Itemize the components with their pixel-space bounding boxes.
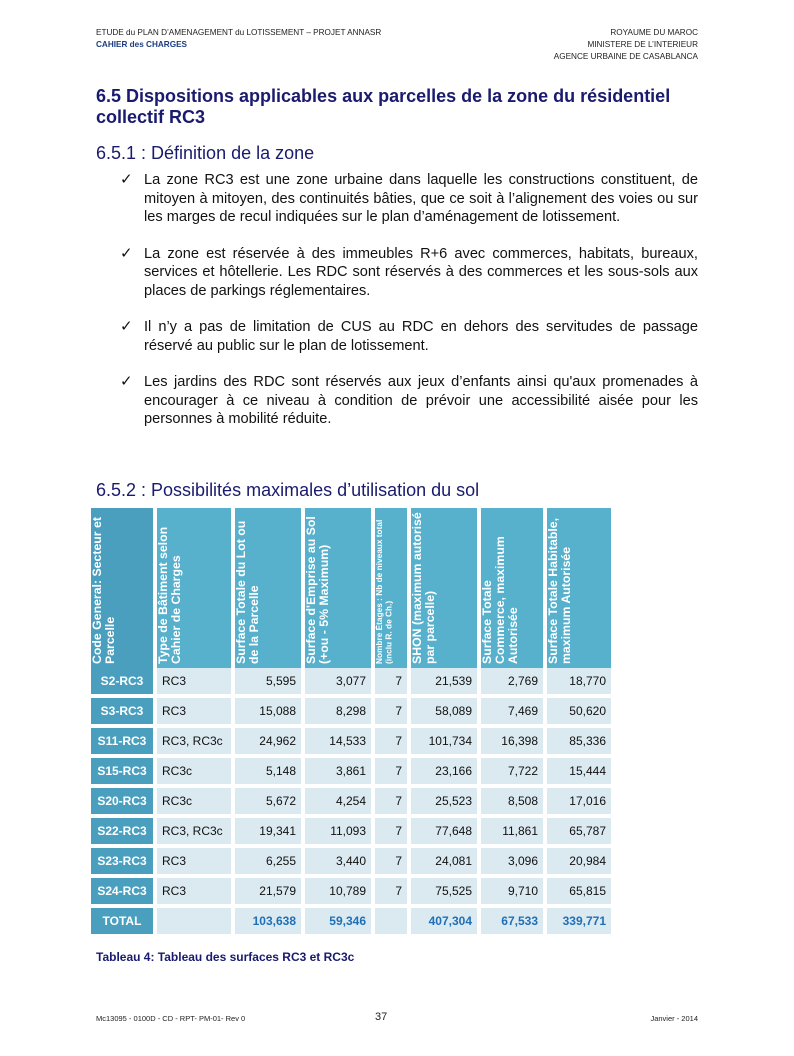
column-header-code: Code General: Secteur et Parcelle bbox=[91, 508, 157, 668]
cell-total-lot: 103,638 bbox=[235, 908, 305, 938]
cell-habitable: 50,620 bbox=[547, 698, 615, 728]
cell-total-commerce: 67,533 bbox=[481, 908, 547, 938]
cell-code: S22-RC3 bbox=[91, 818, 157, 848]
column-header-emprise: Surface d'Emprise au Sol (+ou - 5% Maximum) bbox=[305, 508, 375, 668]
cell-emprise: 4,254 bbox=[305, 788, 375, 818]
bullet-text: La zone RC3 est une zone urbaine dans laquelle les constructions constituent, de mitoyen à mitoyen, des continuités bâties, que ce soit à l’alignement des voies ou sur les marges de recul indiquées sur le plan d’aménagement de lotissement. bbox=[144, 172, 698, 225]
table-row bbox=[91, 728, 615, 758]
cell-emprise: 3,440 bbox=[305, 848, 375, 878]
cell-type: RC3 bbox=[157, 848, 235, 878]
cell-commerce: 8,508 bbox=[481, 788, 547, 818]
list-item bbox=[120, 373, 698, 429]
cell-lot: 5,148 bbox=[235, 758, 305, 788]
table-row bbox=[91, 848, 615, 878]
cell-commerce: 7,722 bbox=[481, 758, 547, 788]
cell-code: S3-RC3 bbox=[91, 698, 157, 728]
cell-commerce: 2,769 bbox=[481, 668, 547, 698]
document-subtitle: CAHIER des CHARGES bbox=[96, 40, 187, 49]
column-header-shon: SHON (maximum autorisé par parcelle) bbox=[411, 508, 481, 668]
cell-shon: 58,089 bbox=[411, 698, 481, 728]
cell-lot: 19,341 bbox=[235, 818, 305, 848]
cell-shon: 75,525 bbox=[411, 878, 481, 908]
table-total-row bbox=[91, 908, 615, 938]
cell-etages: 7 bbox=[375, 878, 411, 908]
column-header-type: Type de Bâtiment selon Cahier de Charges bbox=[157, 508, 235, 668]
cell-shon: 23,166 bbox=[411, 758, 481, 788]
cell-type: RC3 bbox=[157, 668, 235, 698]
definition-bullet-list bbox=[120, 171, 698, 447]
cell-habitable: 15,444 bbox=[547, 758, 615, 788]
table-row bbox=[91, 788, 615, 818]
check-icon: ✓ bbox=[120, 244, 133, 262]
cell-commerce: 7,469 bbox=[481, 698, 547, 728]
cell-habitable: 65,815 bbox=[547, 878, 615, 908]
section-title: 6.5 Dispositions applicables aux parcelles de la zone du résidentiel collectif RC3 bbox=[96, 86, 671, 127]
header-ministry: MINISTERE DE L’INTERIEUR bbox=[587, 40, 698, 49]
table-row bbox=[91, 878, 615, 908]
surfaces-table bbox=[91, 508, 615, 938]
footer-reference: Mc13095 - 0100D - CD - RPT- PM-01- Rev 0 bbox=[96, 1014, 246, 1023]
cell-commerce: 16,398 bbox=[481, 728, 547, 758]
cell-habitable: 18,770 bbox=[547, 668, 615, 698]
column-header-lot-surface: Surface Totale du Lot ou de la Parcelle bbox=[235, 508, 305, 668]
list-item bbox=[120, 245, 698, 301]
list-item bbox=[120, 318, 698, 355]
cell-etages: 7 bbox=[375, 788, 411, 818]
check-icon: ✓ bbox=[120, 318, 133, 335]
cell-habitable: 85,336 bbox=[547, 728, 615, 758]
cell-emprise: 14,533 bbox=[305, 728, 375, 758]
cell-shon: 24,081 bbox=[411, 848, 481, 878]
cell-code: S2-RC3 bbox=[91, 668, 157, 698]
cell-type: RC3, RC3c bbox=[157, 728, 235, 758]
cell-code: S24-RC3 bbox=[91, 878, 157, 908]
header-country: ROYAUME DU MAROC bbox=[610, 28, 698, 37]
cell-emprise: 3,077 bbox=[305, 668, 375, 698]
bullet-text: Il n’y a pas de limitation de CUS au RDC en dehors des servitudes de passage réservé au public sur le plan de lotissement. bbox=[144, 319, 698, 354]
table-row bbox=[91, 758, 615, 788]
cell-lot: 5,595 bbox=[235, 668, 305, 698]
table-caption: Tableau 4: Tableau des surfaces RC3 et RC3c bbox=[96, 950, 355, 964]
cell-code: S15-RC3 bbox=[91, 758, 157, 788]
cell-commerce: 11,861 bbox=[481, 818, 547, 848]
page-number: 37 bbox=[375, 1011, 388, 1023]
subsection-title-possibilities: 6.5.2 : Possibilités maximales d’utilisation du sol bbox=[96, 480, 480, 500]
document-title: ETUDE du PLAN D’AMENAGEMENT du LOTISSEMENT – PROJET ANNASR bbox=[96, 28, 382, 37]
table-row bbox=[91, 668, 615, 698]
cell-shon: 25,523 bbox=[411, 788, 481, 818]
cell-habitable: 20,984 bbox=[547, 848, 615, 878]
cell-lot: 24,962 bbox=[235, 728, 305, 758]
page-header-right bbox=[554, 27, 698, 63]
subsection-title-definition: 6.5.1 : Définition de la zone bbox=[96, 143, 315, 163]
cell-etages: 7 bbox=[375, 668, 411, 698]
cell-code: S20-RC3 bbox=[91, 788, 157, 818]
cell-lot: 5,672 bbox=[235, 788, 305, 818]
cell-shon: 101,734 bbox=[411, 728, 481, 758]
cell-etages: 7 bbox=[375, 818, 411, 848]
cell-type bbox=[157, 908, 235, 938]
cell-habitable: 17,016 bbox=[547, 788, 615, 818]
cell-total-habitable: 339,771 bbox=[547, 908, 615, 938]
footer-date: Janvier - 2014 bbox=[650, 1014, 698, 1023]
bullet-text: Les jardins des RDC sont réservés aux jeux d’enfants ainsi qu'aux promenades à encourager à ce niveau à condition de prévoir une accessibilité aisée pour les personnes à mobilité réduite. bbox=[144, 374, 698, 427]
cell-total-emprise: 59,346 bbox=[305, 908, 375, 938]
table-row bbox=[91, 698, 615, 728]
cell-etages: 7 bbox=[375, 698, 411, 728]
cell-etages: 7 bbox=[375, 848, 411, 878]
column-header-etages: Nombre Étages : Nb de niveaux total (inclu R. de Ch.) bbox=[375, 508, 411, 668]
cell-type: RC3 bbox=[157, 698, 235, 728]
cell-commerce: 3,096 bbox=[481, 848, 547, 878]
cell-emprise: 8,298 bbox=[305, 698, 375, 728]
cell-type: RC3c bbox=[157, 758, 235, 788]
cell-emprise: 3,861 bbox=[305, 758, 375, 788]
cell-total-shon: 407,304 bbox=[411, 908, 481, 938]
cell-lot: 15,088 bbox=[235, 698, 305, 728]
bullet-text: La zone est réservée à des immeubles R+6 avec commerces, habitats, bureaux, services et hôtellerie. Les RDC sont réservés à des commerces et les sous-sols aux places de parkings réglementaires. bbox=[144, 245, 698, 299]
cell-code: S23-RC3 bbox=[91, 848, 157, 878]
cell-lot: 21,579 bbox=[235, 878, 305, 908]
cell-habitable: 65,787 bbox=[547, 818, 615, 848]
check-icon: ✓ bbox=[120, 373, 133, 390]
check-icon: ✓ bbox=[120, 171, 133, 188]
cell-lot: 6,255 bbox=[235, 848, 305, 878]
page-header-left bbox=[96, 27, 381, 51]
header-agency: AGENCE URBAINE DE CASABLANCA bbox=[553, 52, 698, 61]
cell-type: RC3c bbox=[157, 788, 235, 818]
column-header-commerce: Surface Totale Commerce, maximum Autorisée bbox=[481, 508, 547, 668]
cell-type: RC3, RC3c bbox=[157, 818, 235, 848]
list-item bbox=[120, 171, 698, 227]
cell-emprise: 10,789 bbox=[305, 878, 375, 908]
cell-emprise: 11,093 bbox=[305, 818, 375, 848]
cell-shon: 77,648 bbox=[411, 818, 481, 848]
column-header-habitable: Surface Totale Habitable, maximum Autorisée bbox=[547, 508, 615, 668]
cell-etages: 7 bbox=[375, 758, 411, 788]
table-row bbox=[91, 818, 615, 848]
cell-total-etages bbox=[375, 908, 411, 938]
cell-code: S11-RC3 bbox=[91, 728, 157, 758]
cell-etages: 7 bbox=[375, 728, 411, 758]
table-header-row bbox=[91, 508, 615, 668]
cell-total-label: TOTAL bbox=[91, 908, 157, 938]
cell-commerce: 9,710 bbox=[481, 878, 547, 908]
cell-type: RC3 bbox=[157, 878, 235, 908]
cell-shon: 21,539 bbox=[411, 668, 481, 698]
